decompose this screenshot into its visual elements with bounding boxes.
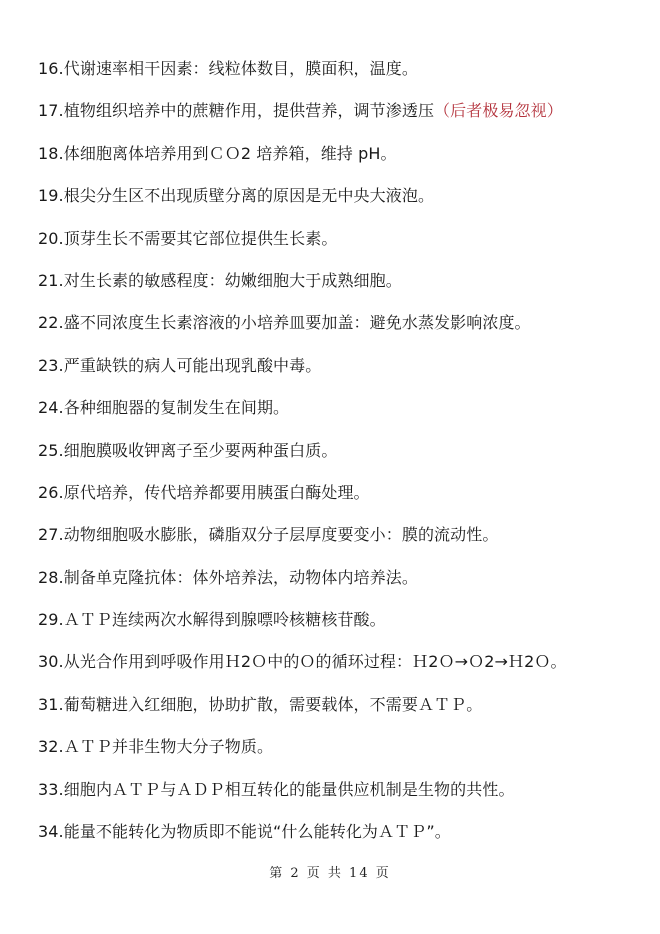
item-text: 21.对生长素的敏感程度：幼嫩细胞大于成熟细胞。	[38, 270, 402, 290]
item-text: 23.严重缺铁的病人可能出现乳酸中毒。	[38, 355, 322, 375]
item-text: 28.制备单克隆抗体：体外培养法，动物体内培养法。	[38, 567, 418, 587]
list-item	[38, 439, 648, 481]
item-text: 24.各种细胞器的复制发生在间期。	[38, 398, 290, 418]
list-item	[38, 269, 648, 311]
item-emphasis-note: （后者极易忽视）	[434, 101, 563, 121]
item-text: 32.ＡＴＰ并非生物大分子物质。	[38, 737, 274, 757]
list-item	[38, 523, 648, 565]
list-item	[38, 566, 648, 608]
knowledge-point-list	[38, 57, 648, 862]
list-item	[38, 778, 648, 820]
item-text: 19.根尖分生区不出现质壁分离的原因是无中央大液泡。	[38, 186, 435, 206]
list-item	[38, 735, 648, 777]
list-item	[38, 693, 648, 735]
item-text: 25.细胞膜吸收钾离子至少要两种蛋白质。	[38, 440, 338, 460]
list-item	[38, 650, 648, 692]
list-item	[38, 820, 648, 862]
item-text: 33.细胞内ＡＴＰ与ＡＤＰ相互转化的能量供应机制是生物的共性。	[38, 779, 515, 799]
list-item	[38, 481, 648, 523]
item-text: 29.ＡＴＰ连续两次水解得到腺嘌呤核糖核苷酸。	[38, 610, 386, 630]
list-item	[38, 311, 648, 353]
item-text: 22.盛不同浓度生长素溶液的小培养皿要加盖：避免水蒸发影响浓度。	[38, 313, 531, 333]
item-text: 16.代谢速率相干因素：线粒体数目，膜面积，温度。	[38, 59, 418, 78]
list-item	[38, 396, 648, 438]
item-text: 34.能量不能转化为物质即不能说“什么能转化为ＡＴＰ”。	[38, 822, 451, 842]
item-text: 17.植物组织培养中的蔗糖作用，提供营养，调节渗透压	[38, 101, 435, 121]
item-text: 31.葡萄糖进入红细胞，协助扩散，需要载体，不需要ＡＴＰ。	[38, 694, 483, 714]
list-item	[38, 227, 648, 269]
list-item	[38, 184, 648, 226]
list-item	[38, 99, 648, 141]
item-text: 30.从光合作用到呼吸作用Ｈ2Ｏ中的Ｏ的循环过程：Ｈ2Ｏ→Ｏ2→Ｈ2Ｏ。	[38, 652, 567, 672]
list-item	[38, 142, 648, 184]
list-item	[38, 608, 648, 650]
list-item	[38, 354, 648, 396]
item-text: 26.原代培养，传代培养都要用胰蛋白酶处理。	[38, 482, 370, 502]
page-number-footer: 第 2 页 共 14 页	[269, 866, 391, 881]
item-text: 20.顶芽生长不需要其它部位提供生长素。	[38, 228, 338, 248]
item-text: 18.体细胞离体培养用到ＣＯ2 培养箱，维持 pH。	[38, 143, 397, 163]
item-text: 27.动物细胞吸水膨胀，磷脂双分子层厚度要变小：膜的流动性。	[38, 525, 499, 545]
list-item	[38, 57, 648, 99]
